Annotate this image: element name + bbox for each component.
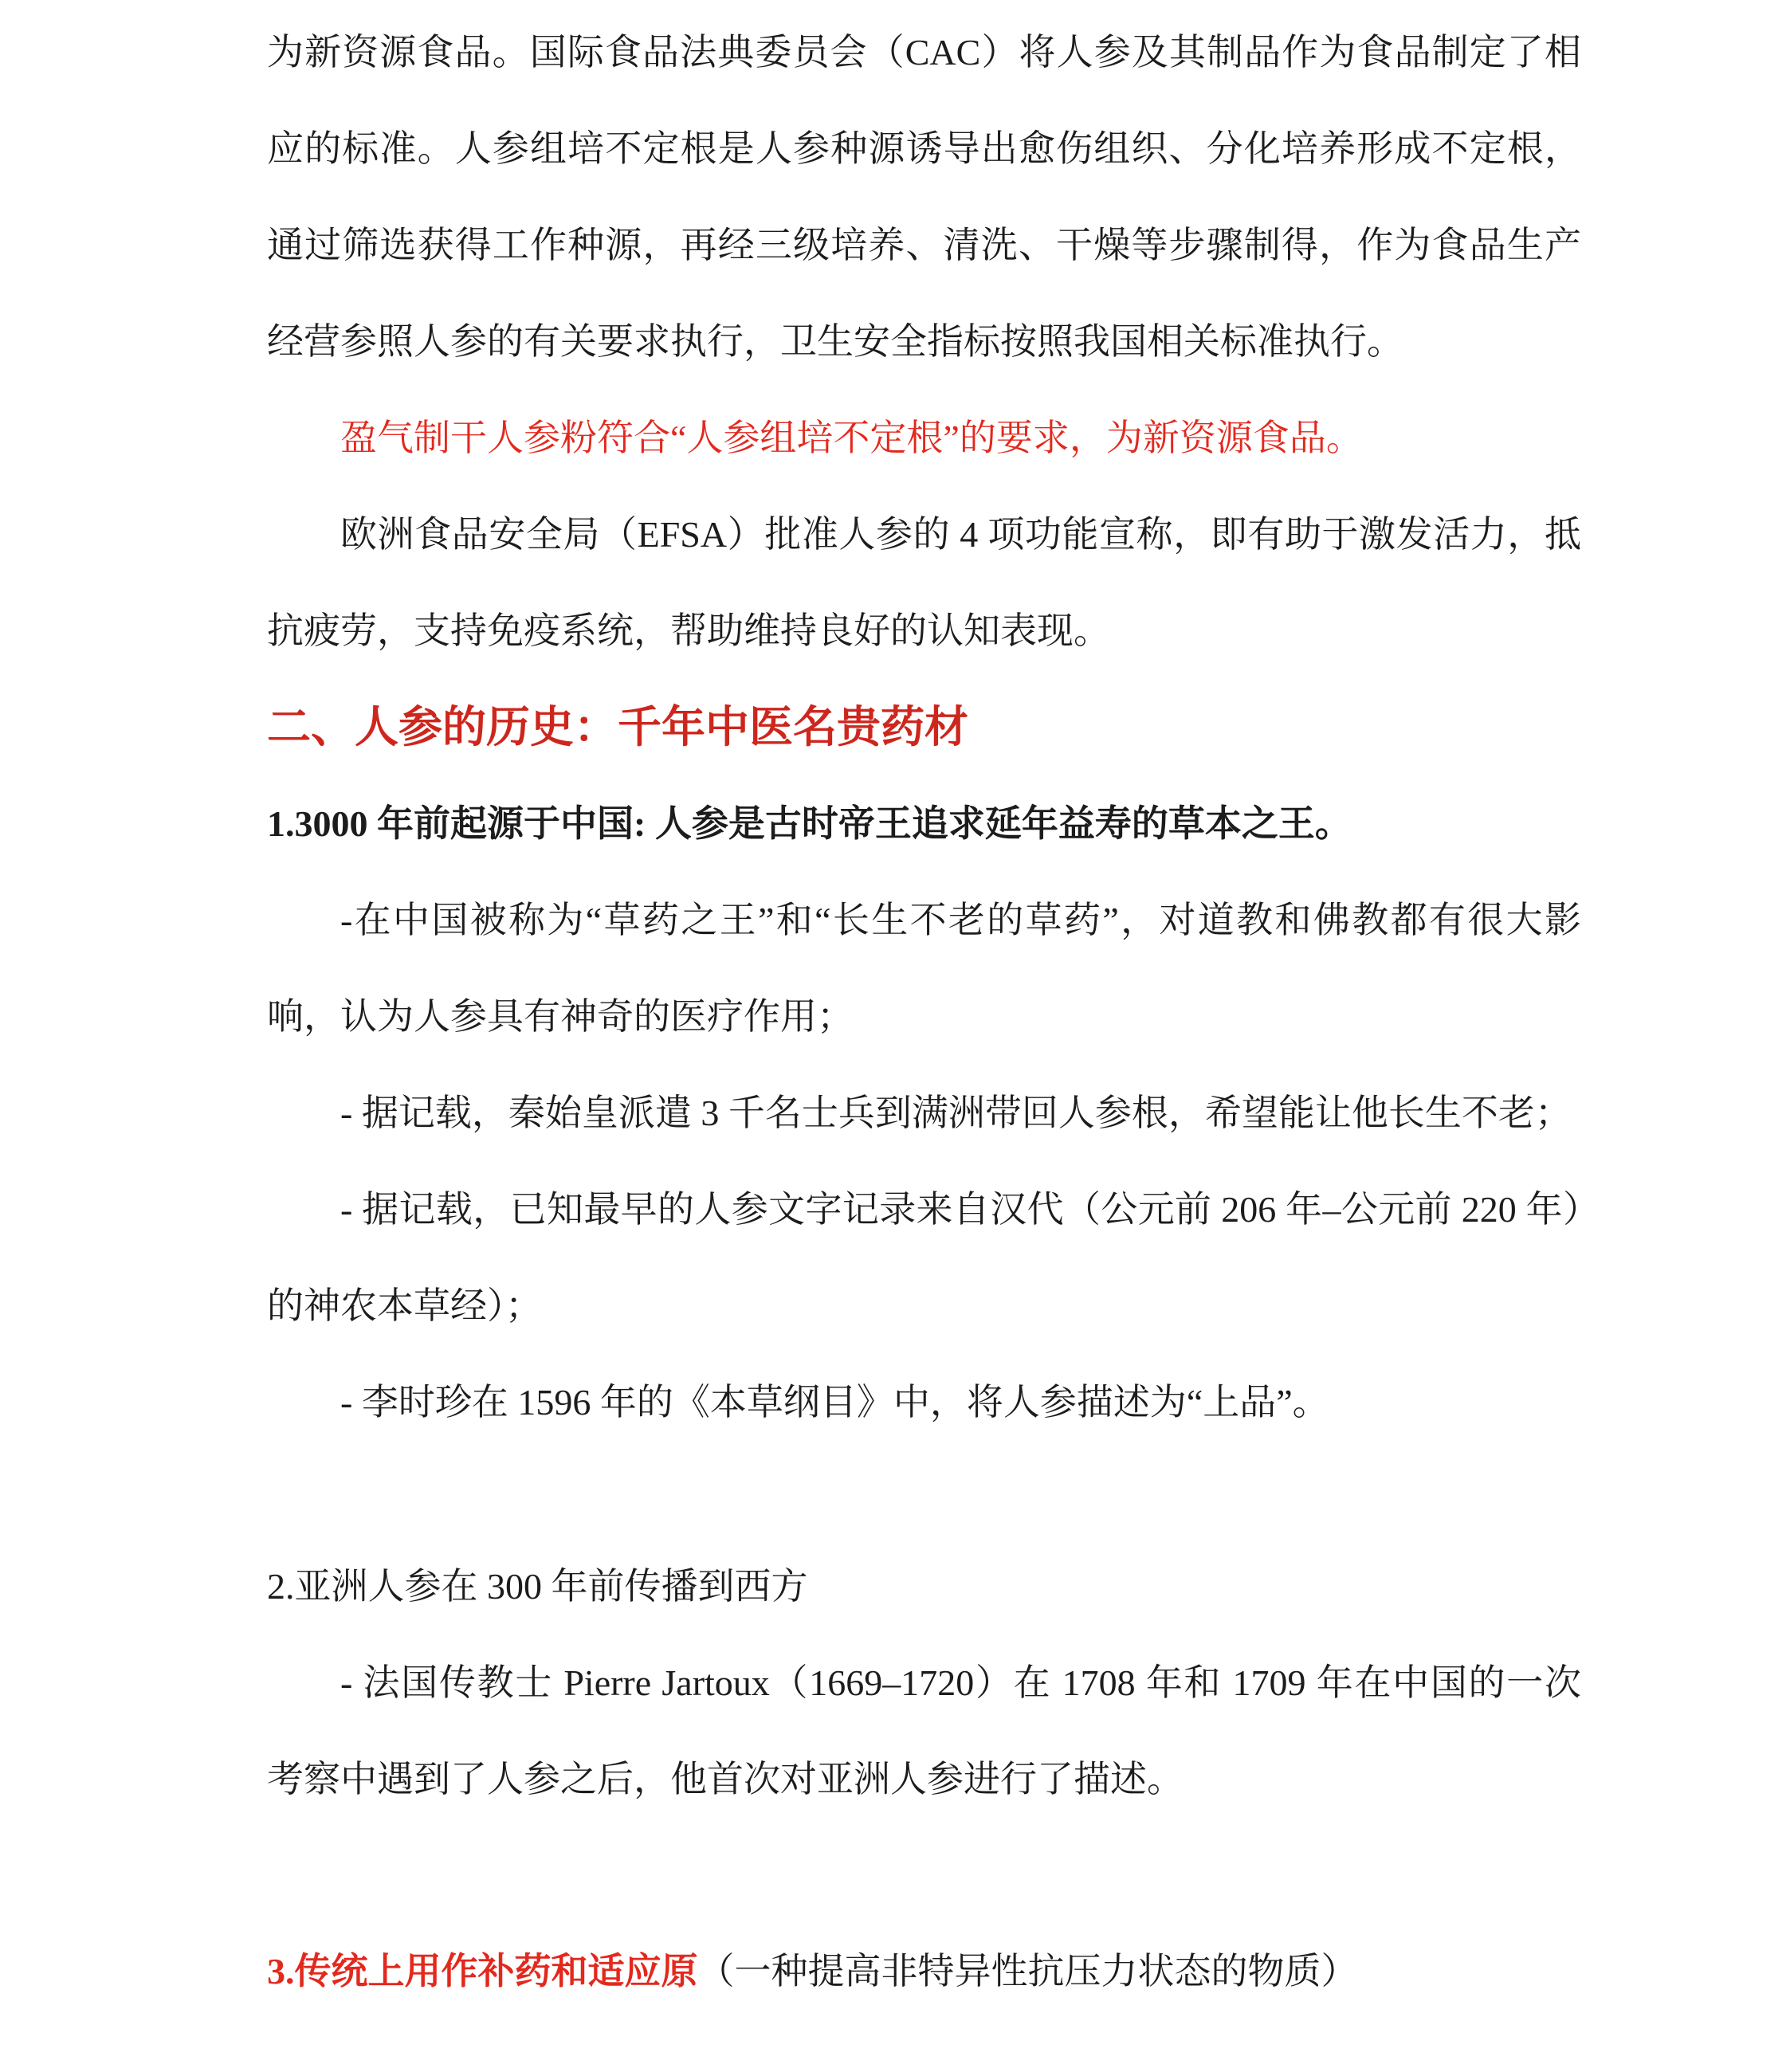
paragraph-yingqi-claim: 盈气制干人参粉符合“人参组培不定根”的要求，为新资源食品。	[340, 418, 1363, 458]
subhead-origin-china: 1.3000 年前起源于中国: 人参是古时帝王追求延年益寿的草本之王。	[267, 803, 1352, 844]
section-heading-ginseng-history: 二、人参的历史：千年中医名贵药材	[267, 703, 969, 751]
paragraph-regulation: 为新资源食品。国际食品法典委员会（CAC）将人参及其制品作为食品制定了相应的标准。人参组培不定根是人参种源诱导出愈伤组织、分化培养形成不定根，通过筛选获得工作种源，再经三级培养、清洗、干燥等步骤制得，作为食品生产经营参照人参的有关要求执行，卫生安全指标按照我国相关标准执行。	[267, 32, 1581, 362]
subhead-tonic-adaptogen	[267, 1923, 1581, 2019]
subhead-spread-to-west: 2.亚洲人参在 300 年前传播到西方	[267, 1566, 808, 1607]
bullet-pierre-jartoux: - 法国传教士 Pierre Jartoux（1669–1720）在 1708 年和 1709 年在中国的一次考察中遇到了人参之后，他首次对亚洲人参进行了描述。	[267, 1662, 1581, 1799]
bullet-li-shizhen: - 李时珍在 1596 年的《本草纲目》中，将人参描述为“上品”。	[340, 1382, 1329, 1423]
subhead-tonic-red-lead: 3.传统上用作补药和适应原	[267, 1951, 698, 1992]
paragraph-efsa-claims: 欧洲食品安全局（EFSA）批准人参的 4 项功能宣称，即有助于激发活力，抵抗疲劳，支持免疫系统，帮助维持良好的认知表现。	[267, 514, 1581, 651]
bullet-han-dynasty-record: - 据记载，已知最早的人参文字记录来自汉代（公元前 206 年–公元前 220 年）的神农本草经）；	[267, 1189, 1581, 1326]
bullet-king-of-herbs: -在中国被称为“草药之王”和“长生不老的草药”，对道教和佛教都有很大影响，认为人参具有神奇的医疗作用；	[267, 900, 1581, 1037]
subhead-tonic-black-parenthetical: （一种提高非特异性抗压力状态的物质）	[697, 1951, 1358, 1992]
bullet-qin-emperor: - 据记载，秦始皇派遣 3 千名士兵到满洲带回人参根，希望能让他长生不老；	[340, 1093, 1572, 1133]
